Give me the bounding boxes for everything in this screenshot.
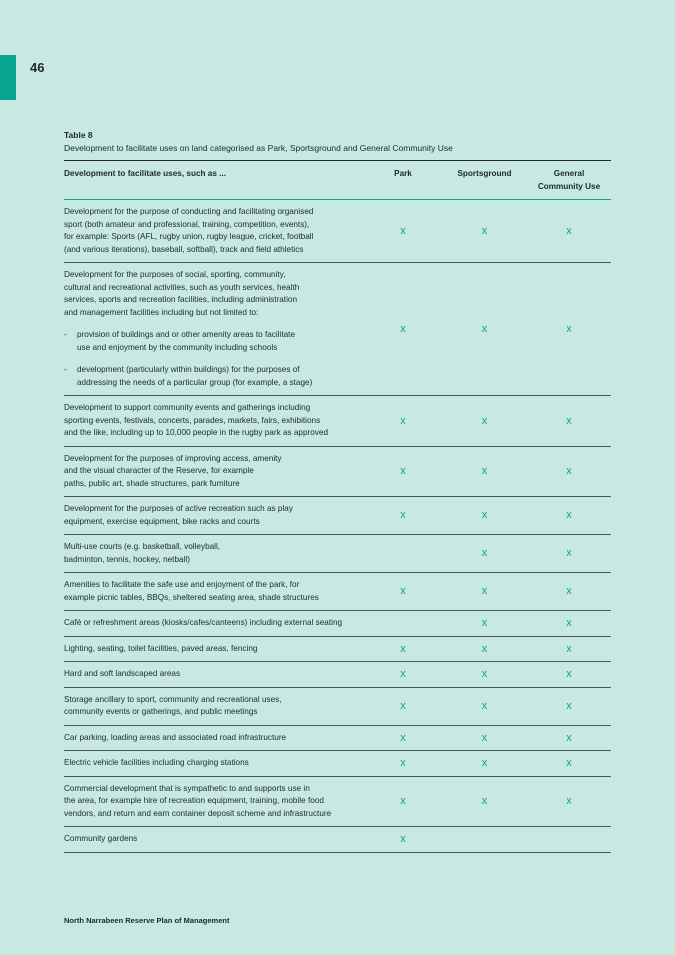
mark-general: x <box>527 573 611 611</box>
row-description <box>64 725 364 751</box>
description-line: Car parking, loading areas and associated road infrastructure <box>64 732 287 742</box>
row-description <box>64 687 364 725</box>
table-row <box>64 200 611 263</box>
mark-park: x <box>364 662 442 688</box>
description-line: (and various iterations), baseball, softball), track and field athletics <box>64 244 304 254</box>
document-footer: North Narrabeen Reserve Plan of Management <box>64 916 230 925</box>
mark-general: x <box>527 535 611 573</box>
description-line: and the like, including up to 10,000 people in the rugby park as approved <box>64 428 329 437</box>
description-line: Amenities to facilitate the safe use and enjoyment of the park, for <box>64 580 300 589</box>
page-number: 46 <box>30 60 45 75</box>
mark-sportsground <box>442 827 527 853</box>
mark-park: x <box>364 725 442 751</box>
table-row <box>64 687 611 725</box>
header-sportsground: Sportsground <box>442 161 527 200</box>
mark-general <box>527 827 611 853</box>
table-row <box>64 827 611 853</box>
description-line: badminton, tennis, hockey, netball) <box>64 554 190 564</box>
mark-general: x <box>527 497 611 535</box>
bullet-item <box>64 364 364 389</box>
description-line: Electric vehicle facilities including charging stations <box>64 758 249 767</box>
mark-park <box>364 535 442 573</box>
mark-sportsground: x <box>442 662 527 688</box>
table-row <box>64 446 611 497</box>
mark-park: x <box>364 687 442 725</box>
description-line: services, sports and recreation facilities, including administration <box>64 295 297 304</box>
description-line: sporting events, festivals, concerts, parades, markets, fairs, exhibitions <box>64 415 321 425</box>
table-label: Table 8 <box>64 130 93 140</box>
mark-general: x <box>527 263 611 396</box>
mark-park: x <box>364 573 442 611</box>
mark-sportsground: x <box>442 535 527 573</box>
mark-sportsground: x <box>442 446 527 497</box>
mark-park: x <box>364 751 442 777</box>
table-row <box>64 611 611 637</box>
row-description <box>64 636 364 662</box>
description-line: Lighting, seating, toilet facilities, paved areas, fencing <box>64 643 258 653</box>
mark-park: x <box>364 263 442 396</box>
table-row <box>64 263 611 396</box>
mark-sportsground: x <box>442 725 527 751</box>
table-row <box>64 636 611 662</box>
header-description: Development to facilitate uses, such as ... <box>64 161 364 200</box>
mark-sportsground: x <box>442 776 527 827</box>
description-line: Development for the purposes of social, sporting, community, <box>64 270 286 279</box>
row-description <box>64 497 364 535</box>
page-tab-marker <box>0 55 16 100</box>
bullet-item <box>64 329 364 354</box>
description-line: and the visual character of the Reserve, for example <box>64 466 254 475</box>
mark-sportsground: x <box>442 396 527 447</box>
table-header <box>64 161 611 200</box>
row-description <box>64 662 364 688</box>
mark-sportsground: x <box>442 751 527 777</box>
row-description <box>64 396 364 447</box>
description-line: Storage ancillary to sport, community and recreational uses, <box>64 694 282 704</box>
mark-general: x <box>527 687 611 725</box>
description-line: vendors, and return and earn container deposit scheme and infrastructure <box>64 808 332 818</box>
header-general-line2: Community Use <box>537 182 601 191</box>
table-row <box>64 497 611 535</box>
mark-general: x <box>527 776 611 827</box>
bullet-line: use and enjoyment by the community including schools <box>77 342 278 352</box>
mark-general: x <box>527 751 611 777</box>
description-line: Café or refreshment areas (kiosks/cafes/canteens) including external seating <box>64 618 343 627</box>
description-line: sport (both amateur and professional, training, competition, events), <box>64 219 310 229</box>
mark-sportsground: x <box>442 611 527 637</box>
mark-sportsground: x <box>442 497 527 535</box>
description-line: cultural and recreational activities, such as youth services, health <box>64 282 300 292</box>
mark-general: x <box>527 200 611 263</box>
description-line: Hard and soft landscaped areas <box>64 669 181 678</box>
table-row <box>64 725 611 751</box>
development-uses-table <box>64 160 611 853</box>
description-line: equipment, exercise equipment, bike racks and courts <box>64 516 260 526</box>
description-line: example picnic tables, BBQs, sheltered seating area, shade structures <box>64 592 319 602</box>
row-description <box>64 751 364 777</box>
description-line: Development for the purpose of conducting and facilitating organised <box>64 207 314 216</box>
mark-general: x <box>527 725 611 751</box>
mark-park: x <box>364 636 442 662</box>
description-line: Multi-use courts (e.g. basketball, volleyball, <box>64 542 221 551</box>
mark-park <box>364 611 442 637</box>
description-line: Development for the purposes of improving access, amenity <box>64 453 282 463</box>
row-description <box>64 263 364 396</box>
table-body <box>64 200 611 853</box>
table-row <box>64 535 611 573</box>
header-park: Park <box>364 161 442 200</box>
description-line: and management facilities including but not limited to: <box>64 307 259 317</box>
description-line: Development for the purposes of active recreation such as play <box>64 504 293 513</box>
mark-general: x <box>527 636 611 662</box>
bullet-line: addressing the needs of a particular group (for example, a stage) <box>77 377 313 387</box>
header-general-community-use <box>527 161 611 200</box>
description-line: paths, public art, shade structures, park furniture <box>64 478 240 488</box>
mark-park: x <box>364 776 442 827</box>
description-line: the area, for example hire of recreation equipment, training, mobile food <box>64 796 324 805</box>
description-line: for example: Sports (AFL, rugby union, rugby league, cricket, football <box>64 232 314 241</box>
mark-park: x <box>364 446 442 497</box>
table-row <box>64 573 611 611</box>
header-row <box>64 161 611 200</box>
description-line: Community gardens <box>64 834 138 843</box>
row-description <box>64 776 364 827</box>
mark-sportsground: x <box>442 687 527 725</box>
description-line: Development to support community events and gatherings including <box>64 403 311 412</box>
row-description <box>64 573 364 611</box>
mark-general: x <box>527 396 611 447</box>
table-caption: Development to facilitate uses on land categorised as Park, Sportsground and General Community Use <box>64 143 453 153</box>
row-description <box>64 827 364 853</box>
row-description <box>64 446 364 497</box>
bullet-line: - provision of buildings and or other amenity areas to facilitate <box>77 330 296 339</box>
mark-general: x <box>527 611 611 637</box>
table-row <box>64 751 611 777</box>
row-description <box>64 200 364 263</box>
mark-park: x <box>364 497 442 535</box>
row-description <box>64 611 364 637</box>
mark-park: x <box>364 200 442 263</box>
table-row <box>64 396 611 447</box>
mark-sportsground: x <box>442 573 527 611</box>
mark-park: x <box>364 827 442 853</box>
mark-sportsground: x <box>442 636 527 662</box>
table-row <box>64 662 611 688</box>
bullet-line: - development (particularly within buildings) for the purposes of <box>77 365 300 374</box>
table-row <box>64 776 611 827</box>
mark-sportsground: x <box>442 200 527 263</box>
mark-park: x <box>364 396 442 447</box>
description-line: community events or gatherings, and public meetings <box>64 707 258 716</box>
mark-general: x <box>527 662 611 688</box>
row-description <box>64 535 364 573</box>
header-general-line1: General <box>553 169 585 178</box>
mark-general: x <box>527 446 611 497</box>
mark-sportsground: x <box>442 263 527 396</box>
description-line: Commercial development that is sympathetic to and supports use in <box>64 783 310 793</box>
